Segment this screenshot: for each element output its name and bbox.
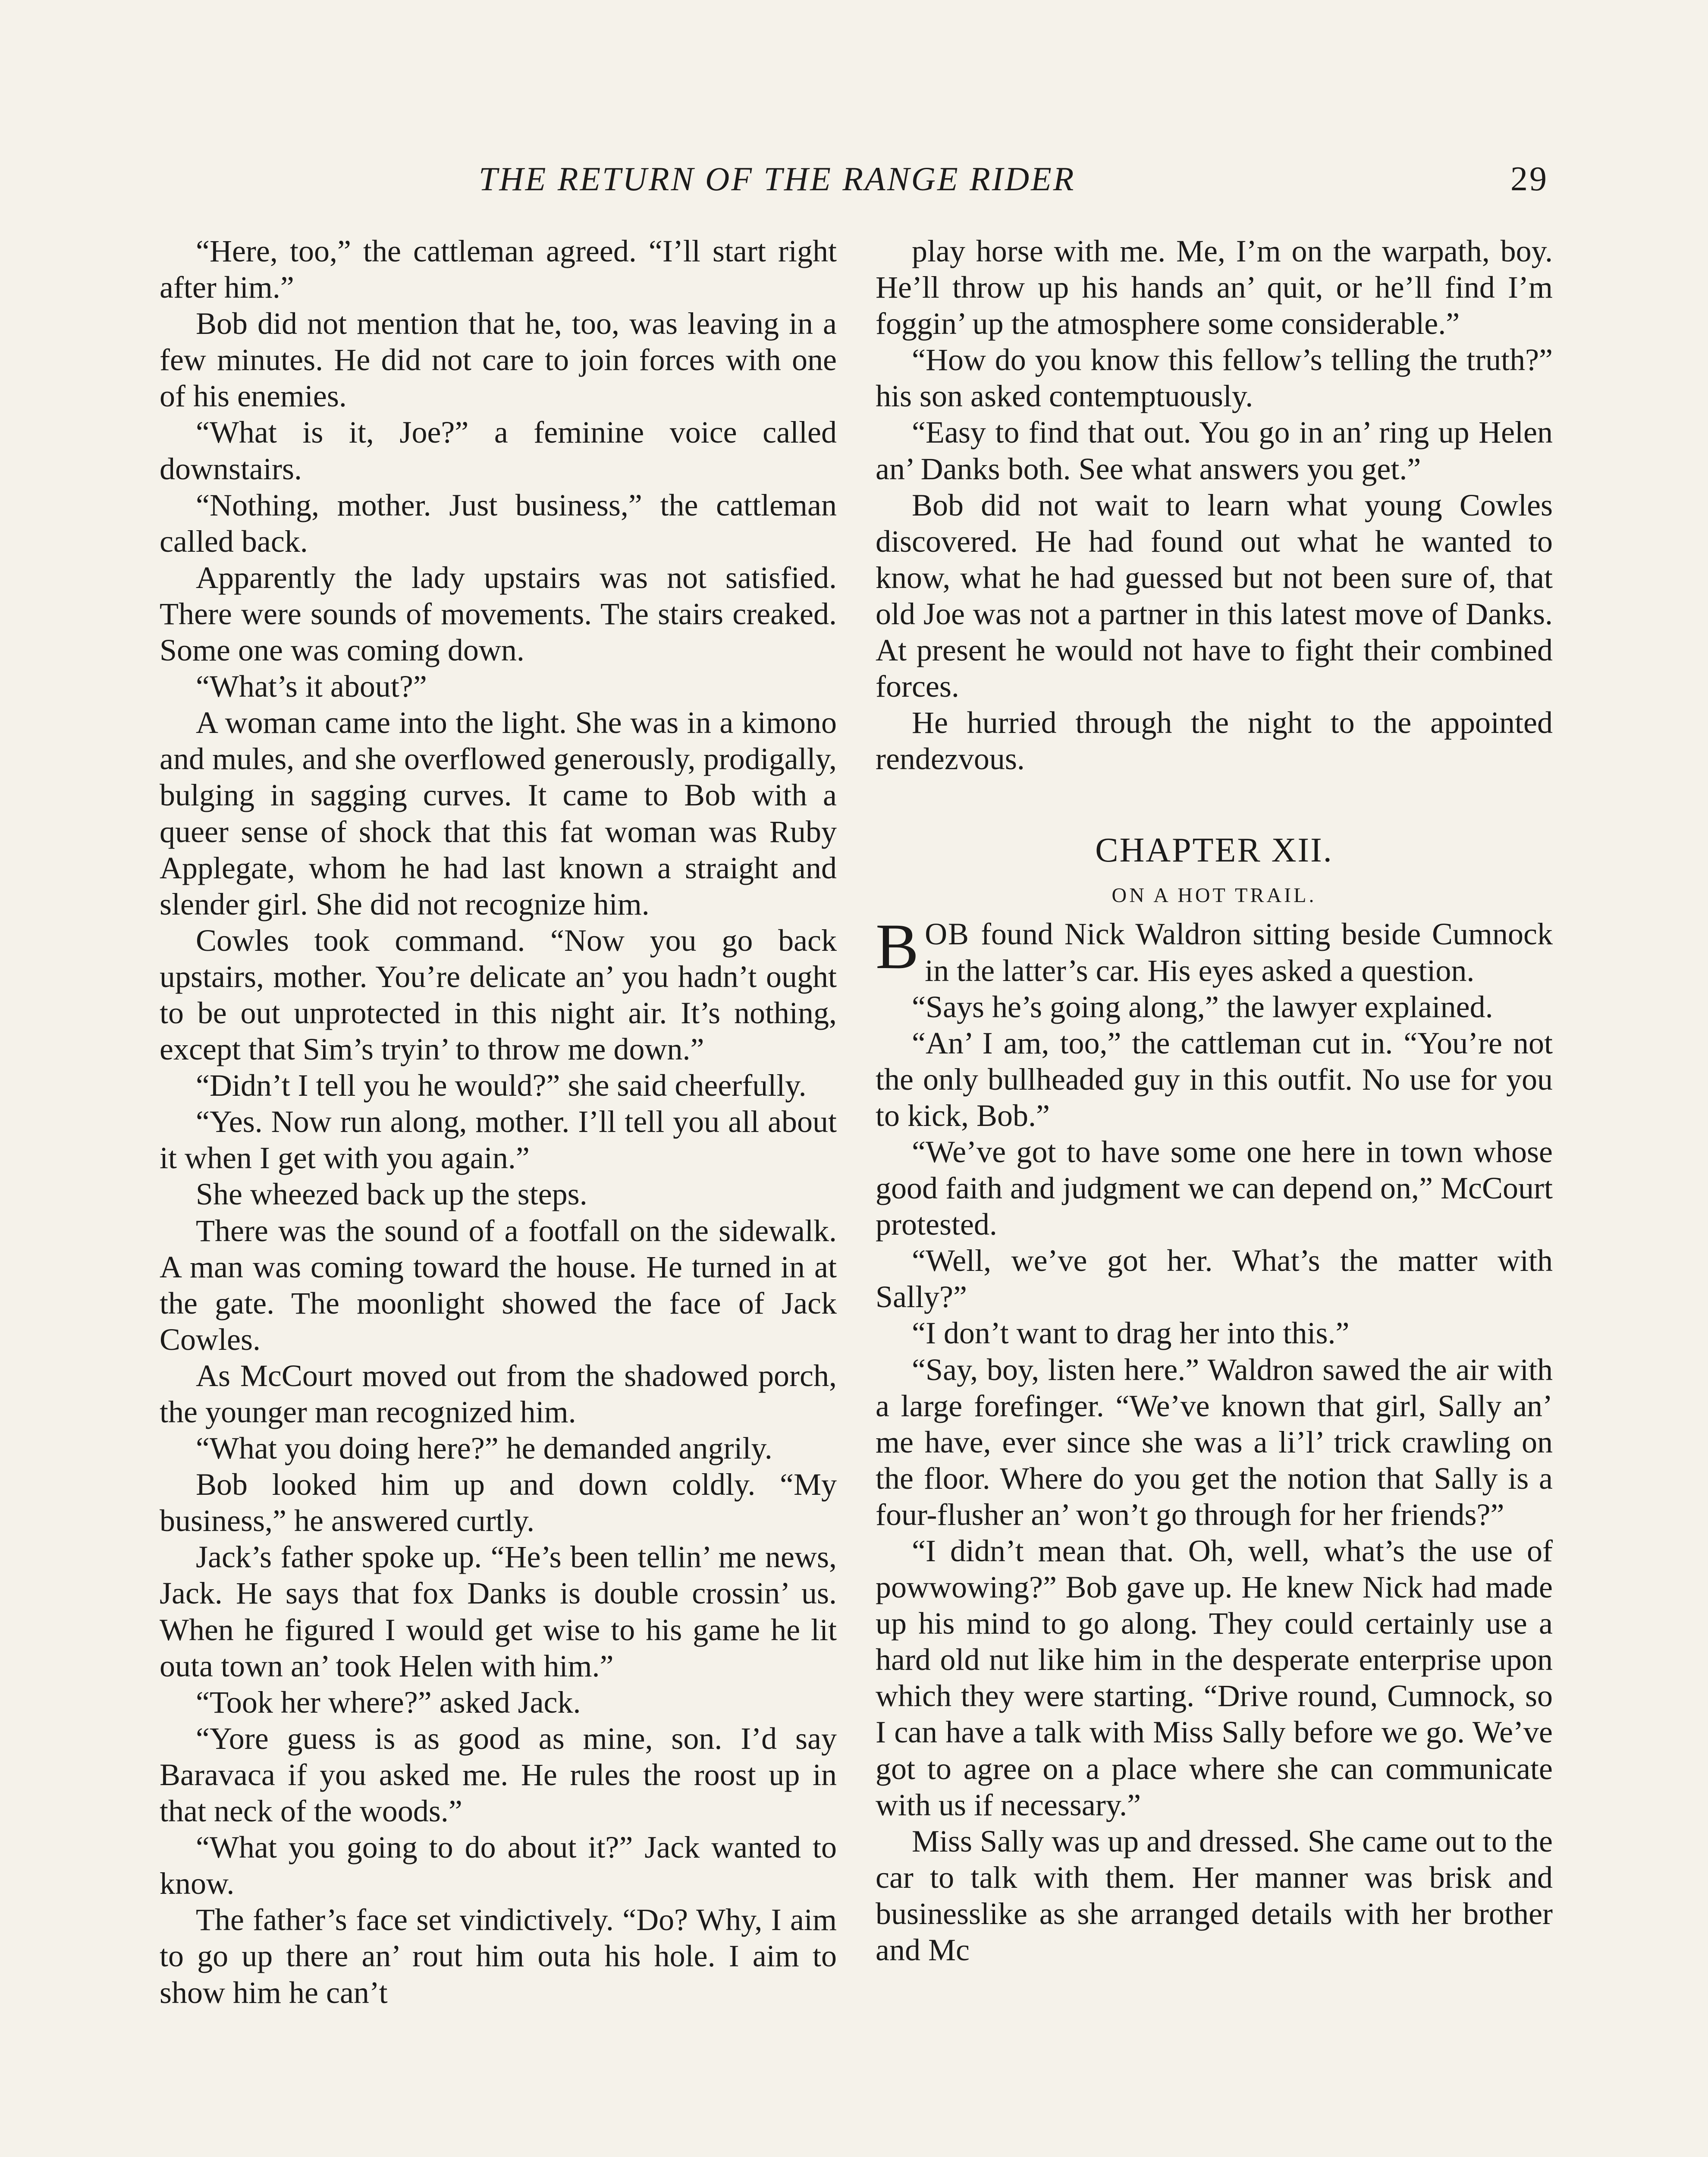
running-header	[160, 155, 1548, 203]
drop-cap-letter: B	[876, 911, 919, 983]
paragraph: play horse with me. Me, I’m on the warpath, boy. He’ll throw up his hands an’ quit, or he’ll find I’m foggin’ up the atmosphere some considerable.”	[876, 234, 1553, 341]
paragraph: Bob did not mention that he, too, was leaving in a few minutes. He did not care to join forces with one of his enemies.	[160, 306, 837, 414]
paragraph: “What is it, Joe?” a feminine voice called downstairs.	[160, 415, 837, 486]
chapter-heading: CHAPTER XII.	[1095, 831, 1333, 870]
right-column	[876, 233, 1553, 1968]
paragraph: Cowles took command. “Now you go back upstairs, mother. You’re delicate an’ you hadn’t ought to be out unprotected in this night air. It’s nothing, except that Sim’s tryin’ to throw me down.”	[160, 923, 837, 1067]
opening-small-caps: OB	[925, 917, 970, 952]
paragraph: “I don’t want to drag her into this.”	[912, 1316, 1350, 1351]
chapter-subtitle: ON A HOT TRAIL.	[1111, 884, 1317, 907]
paragraph: “An’ I am, too,” the cattleman cut in. “You’re not the only bullheaded guy in this outfit. No use for you to kick, Bob.”	[876, 1025, 1553, 1133]
paragraph: “Here, too,” the cattleman agreed. “I’ll start right after him.”	[160, 234, 837, 305]
paragraph: “Easy to find that out. You go in an’ ring up Helen an’ Danks both. See what answers you get.”	[876, 415, 1553, 486]
paragraph: “Say, boy, listen here.” Waldron sawed the air with a large forefinger. “We’ve known that girl, Sally an’ me have, ever since she was a li’l’ trick crawling on the floor. Where do you get the notion that Sally is a four-flusher an’ won’t go through for her friends?”	[876, 1352, 1553, 1532]
paragraph: “Took her where?” asked Jack.	[196, 1685, 581, 1720]
paragraph: “Says he’s going along,” the lawyer explained.	[912, 989, 1493, 1024]
paragraph: “I didn’t mean that. Oh, well, what’s the use of powwowing?” Bob gave up. He knew Nick had made up his mind to go along. They could certainly use a hard old nut like him in the desperate enterprise upon which they were starting. “Drive round, Cumnock, so I can have a talk with Miss Sally before we go. We’ve got to agree on a place where she can communicate with us if necessary.”	[876, 1534, 1553, 1822]
paragraph: She wheezed back up the steps.	[196, 1177, 587, 1212]
paragraph: Apparently the lady upstairs was not satisfied. There were sounds of movements. The stairs creaked. Some one was coming down.	[160, 560, 837, 668]
chapter-opening-paragraph	[876, 911, 1553, 988]
paragraph: “Yes. Now run along, mother. I’ll tell you all about it when I get with you again.”	[160, 1104, 837, 1176]
paragraph: Bob looked him up and down coldly. “My business,” he answered curtly.	[160, 1467, 837, 1538]
paragraph: “What you going to do about it?” Jack wanted to know.	[160, 1830, 837, 1901]
paragraph: He hurried through the night to the appointed rendezvous.	[876, 705, 1553, 777]
paragraph: A woman came into the light. She was in a kimono and mules, and she overflowed generously, prodigally, bulging in sagging curves. It came to Bob with a queer sense of shock that this fat woman was Ruby Applegate, whom he had last known a straight and slender girl. She did not recognize him.	[160, 705, 837, 921]
paragraph: Miss Sally was up and dressed. She came out to the car to talk with them. Her manner was brisk and businesslike as she arranged details with her brother and Mc	[876, 1824, 1553, 1968]
paragraph: Jack’s father spoke up. “He’s been tellin’ me news, Jack. He says that fox Danks is double crossin’ us. When he figured I would get wise to his game he lit outa town an’ took Helen with him.”	[160, 1540, 837, 1683]
left-column	[160, 233, 837, 2011]
paragraph: “What’s it about?”	[196, 669, 427, 704]
paragraph: “Yore guess is as good as mine, son. I’d say Baravaca if you asked me. He rules the roost up in that neck of the woods.”	[160, 1721, 837, 1829]
paragraph: “Nothing, mother. Just business,” the cattleman called back.	[160, 487, 837, 559]
paragraph: “Well, we’ve got her. What’s the matter with Sally?”	[876, 1243, 1553, 1314]
paragraph: “What you doing here?” he demanded angrily.	[196, 1431, 772, 1466]
paragraph: Bob did not wait to learn what young Cowles discovered. He had found out what he wanted to know, what he had guessed but not been sure of, that old Joe was not a partner in this latest move of Danks. At present he would not have to fight their combined forces.	[876, 487, 1553, 704]
opening-text: found Nick Waldron sitting beside Cumnock in the latter’s car. His eyes asked a question.	[925, 917, 1553, 988]
paragraph: “We’ve got to have some one here in town whose good faith and judgment we can depend on,” McCourt protested.	[876, 1134, 1553, 1242]
paragraph: As McCourt moved out from the shadowed porch, the younger man recognized him.	[160, 1358, 837, 1429]
page-number: 29	[1510, 160, 1548, 198]
paragraph: “Didn’t I tell you he would?” she said cheerfully.	[196, 1068, 807, 1103]
paragraph: “How do you know this fellow’s telling the truth?” his son asked contemptuously.	[876, 343, 1553, 414]
paragraph: The father’s face set vindictively. “Do? Why, I aim to go up there an’ rout him outa his hole. I aim to show him he can’t	[160, 1902, 837, 2010]
running-title: THE RETURN OF THE RANGE RIDER	[479, 160, 1076, 198]
paragraph: There was the sound of a footfall on the sidewalk. A man was coming toward the house. He turned in at the gate. The moonlight showed the face of Jack Cowles.	[160, 1213, 837, 1357]
